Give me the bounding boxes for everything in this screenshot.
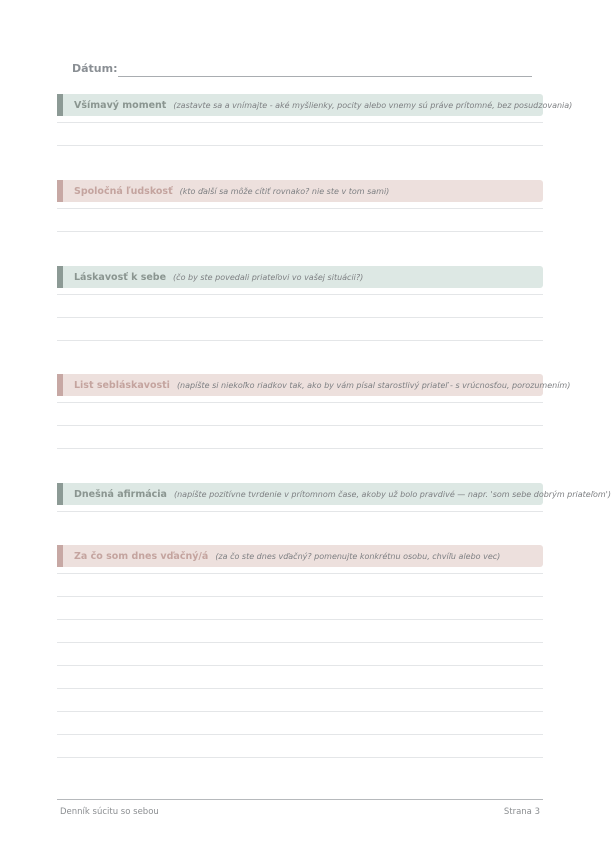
section-hint: (kto ďalší sa môže cítiť rovnako? nie ste v tom sami)	[179, 186, 390, 196]
footer-divider	[57, 799, 543, 800]
writing-line[interactable]	[57, 340, 543, 341]
writing-line[interactable]	[57, 757, 543, 758]
writing-line[interactable]	[57, 665, 543, 666]
section-hint: (zastavte sa a vnímajte - aké myšlienky, pocity alebo vnemy sú práve prítomné, bez posudzovania)	[173, 100, 573, 110]
date-row	[72, 62, 532, 80]
section-header-gratitude	[57, 545, 543, 567]
writing-line[interactable]	[57, 573, 543, 574]
writing-line[interactable]	[57, 596, 543, 597]
section-accent-bar	[57, 374, 63, 396]
section-header-common-humanity	[57, 180, 543, 202]
date-label: Dátum:	[72, 62, 118, 75]
section-title: Všímavý moment	[74, 99, 167, 111]
section-header-self-kindness	[57, 266, 543, 288]
writing-line[interactable]	[57, 688, 543, 689]
section-accent-bar	[57, 180, 63, 202]
section-accent-bar	[57, 94, 63, 116]
date-input-line[interactable]	[118, 76, 532, 77]
section-accent-bar	[57, 483, 63, 505]
writing-line[interactable]	[57, 734, 543, 735]
writing-line[interactable]	[57, 231, 543, 232]
footer-title: Denník súcitu so sebou	[60, 807, 159, 817]
writing-line[interactable]	[57, 711, 543, 712]
section-header-self-compassion-letter	[57, 374, 571, 396]
section-hint: (napíšte si niekoľko riadkov tak, ako by vám písal starostlivý priateľ - s vrúcnosťou, porozumením)	[176, 380, 571, 390]
section-title: Dnešná afirmácia	[74, 488, 167, 500]
writing-line[interactable]	[57, 448, 543, 449]
section-title: Spoločná ľudskosť	[74, 185, 173, 197]
writing-line[interactable]	[57, 294, 543, 295]
page-number: Strana 3	[503, 807, 540, 817]
section-header-mindful-moment	[57, 94, 573, 116]
writing-line[interactable]	[57, 619, 543, 620]
writing-line[interactable]	[57, 402, 543, 403]
section-hint: (napíšte pozitívne tvrdenie v prítomnom čase, akoby už bolo pravdivé — napr. 'som sebe dobrým priateľom')	[173, 489, 611, 499]
writing-line[interactable]	[57, 511, 543, 512]
writing-line[interactable]	[57, 145, 543, 146]
writing-line[interactable]	[57, 208, 543, 209]
section-title: Láskavosť k sebe	[74, 271, 167, 283]
section-title: Za čo som dnes vďačný/á	[74, 550, 209, 562]
writing-line[interactable]	[57, 642, 543, 643]
section-header-daily-affirmation	[57, 483, 611, 505]
section-hint: (za čo ste dnes vďačný? pomenujte konkrétnu osobu, chvíľu alebo vec)	[215, 551, 501, 561]
section-title: List sebláskavosti	[74, 379, 170, 391]
writing-line[interactable]	[57, 317, 543, 318]
section-accent-bar	[57, 545, 63, 567]
writing-line[interactable]	[57, 122, 543, 123]
writing-line[interactable]	[57, 425, 543, 426]
section-hint: (čo by ste povedali priateľovi vo vašej situácii?)	[173, 272, 364, 282]
section-accent-bar	[57, 266, 63, 288]
